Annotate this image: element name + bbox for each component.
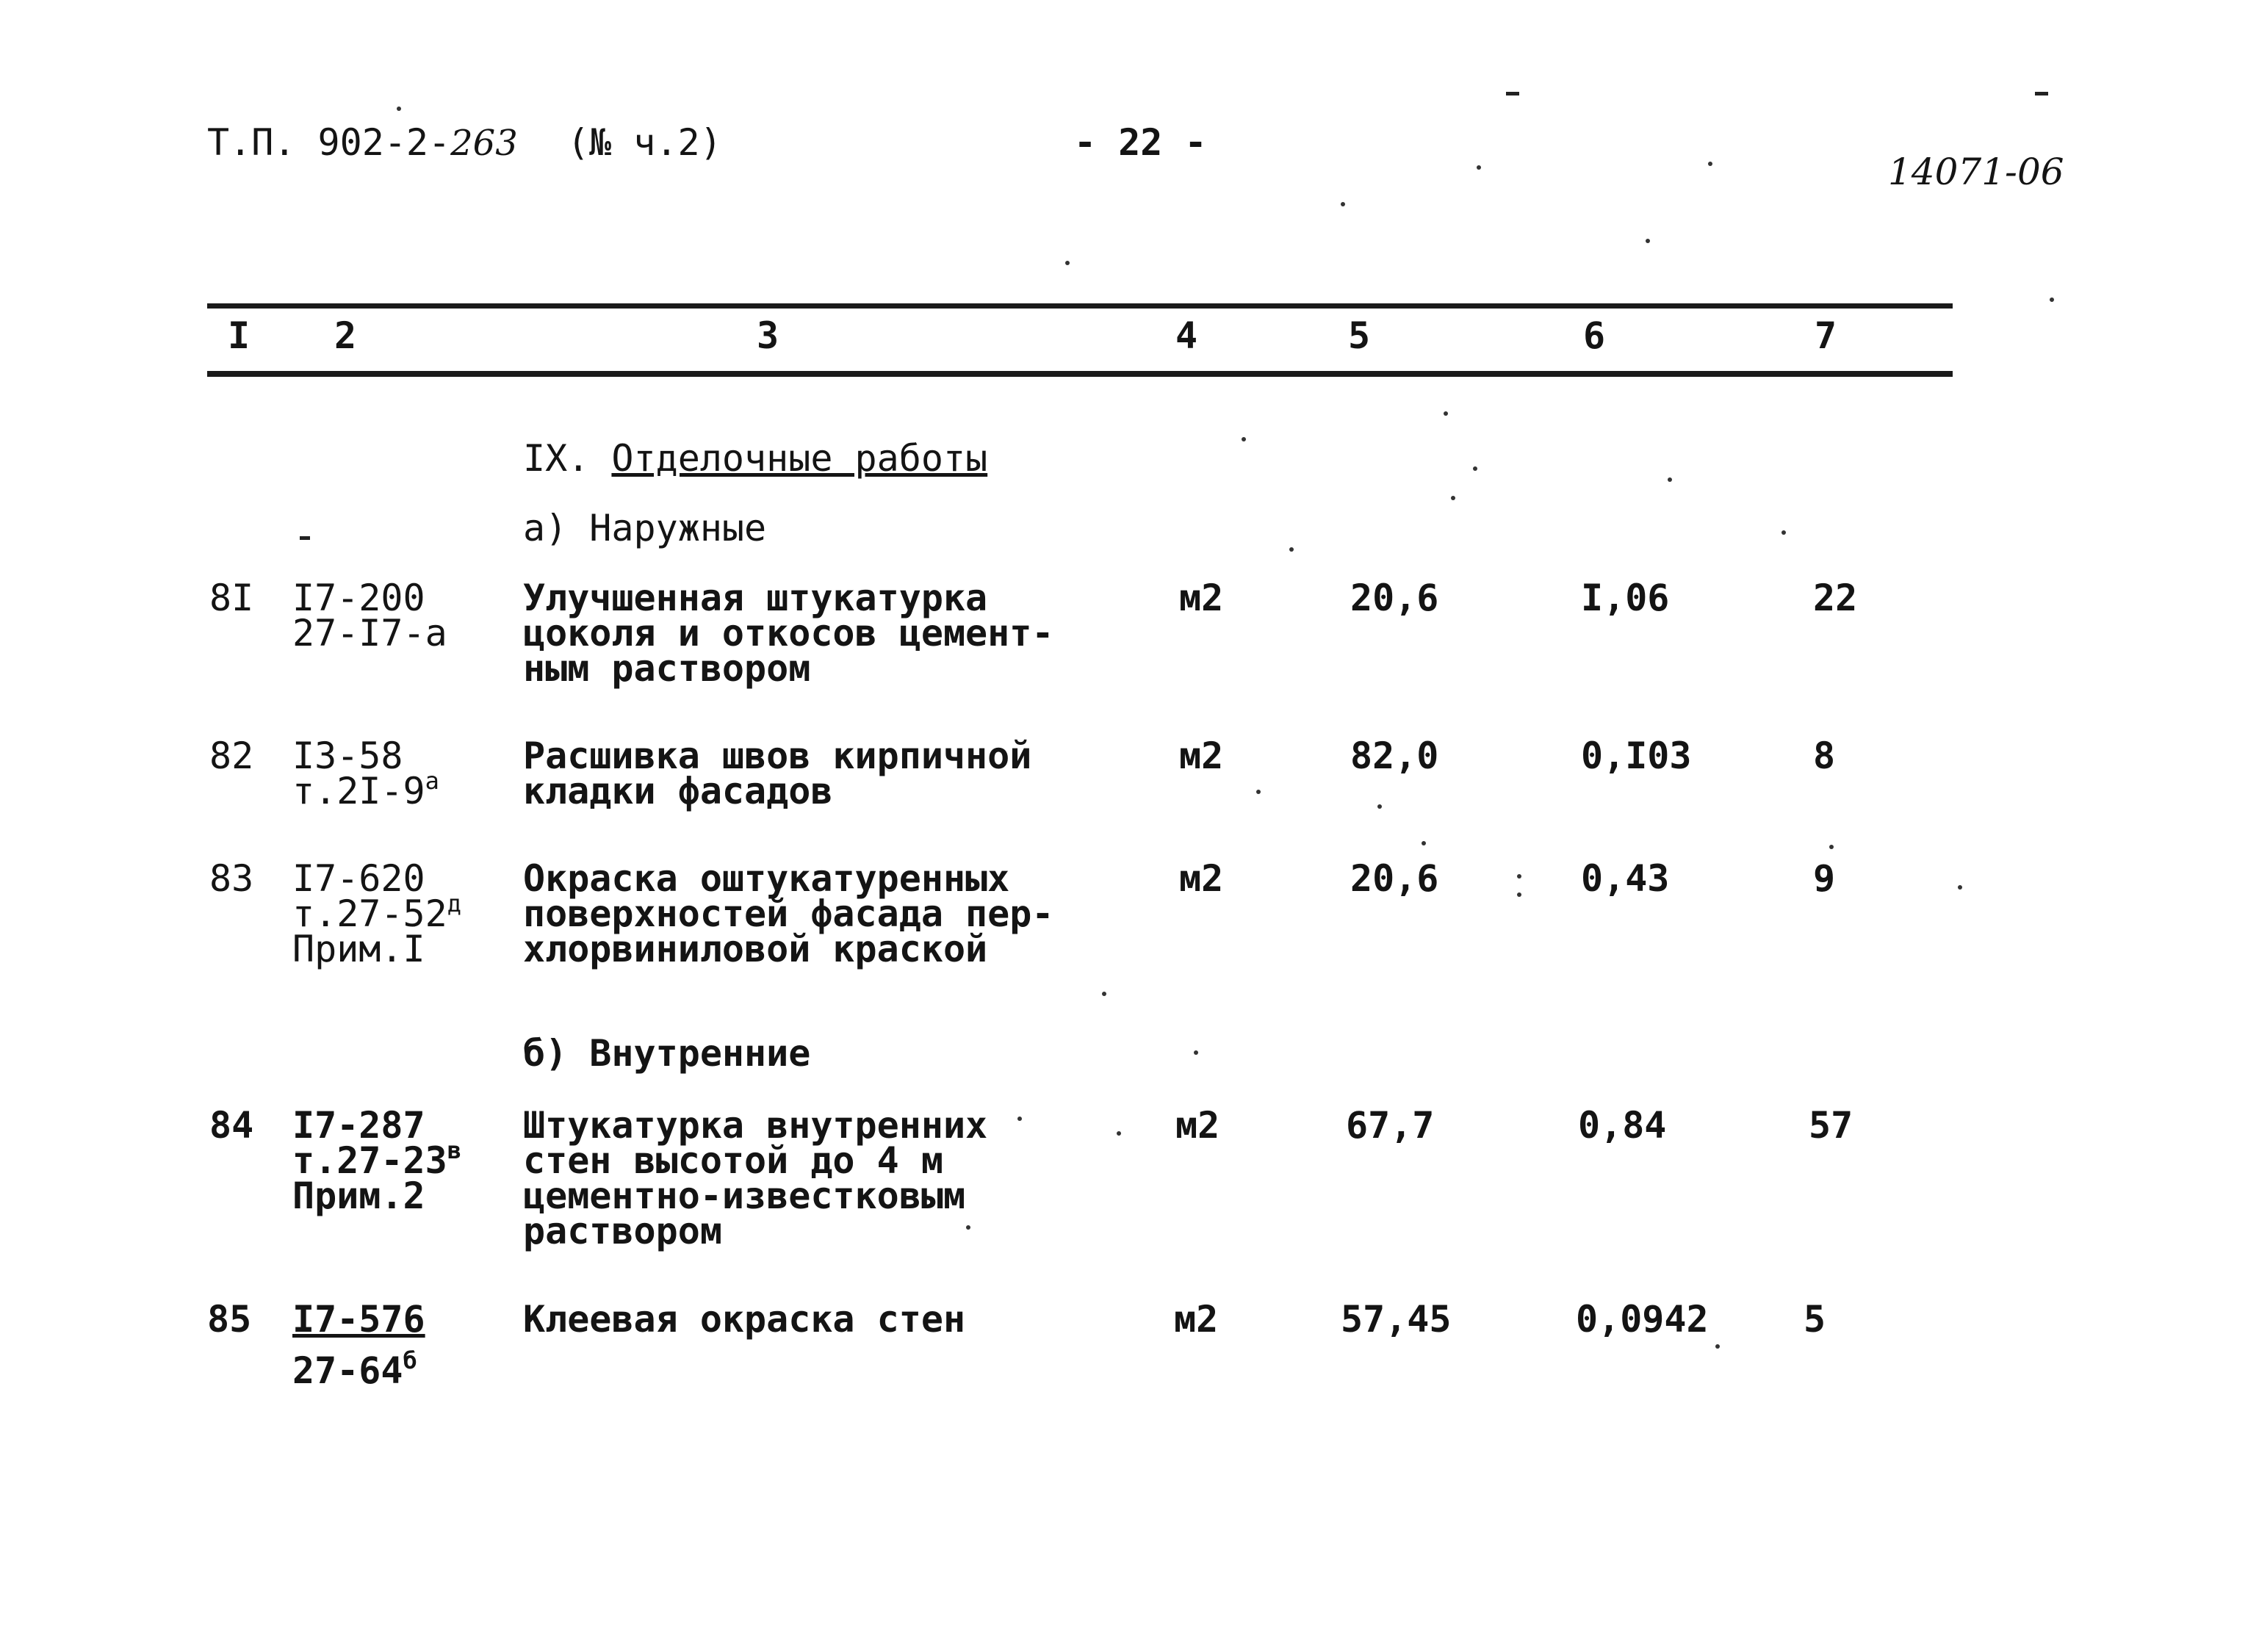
code-superscript: в: [447, 1136, 461, 1164]
scan-speck: [1473, 466, 1477, 471]
description-line: цементно-известковым: [523, 1175, 966, 1217]
code-superscript: д: [447, 890, 461, 917]
description-line: хлорвиниловой краской: [523, 928, 988, 970]
unit: м2: [1175, 1104, 1220, 1147]
column-header-6: 6: [1583, 314, 1606, 357]
code-line: Прим.I: [292, 928, 425, 970]
description-line: ным раствором: [523, 647, 811, 690]
column-header-2: 2: [334, 314, 357, 357]
rate: 0,0942: [1576, 1298, 1709, 1341]
description-line: раствором: [523, 1210, 722, 1252]
scan-speck: [1444, 411, 1448, 416]
code-line-text: 27-64: [292, 1349, 403, 1392]
scan-speck: [397, 107, 401, 111]
code-line: 27-I7-а: [292, 612, 447, 654]
column-header-4: 4: [1175, 314, 1198, 357]
document-part: (№ ч.2): [567, 121, 722, 164]
column-header-7: 7: [1815, 314, 1837, 357]
unit: м2: [1174, 1298, 1219, 1341]
scan-speck: [1194, 1050, 1198, 1055]
code-line: I7-200: [292, 577, 425, 619]
code-line-text: т.27-23: [292, 1139, 447, 1182]
scan-speck: [1102, 992, 1106, 996]
quantity: 57,45: [1341, 1298, 1452, 1341]
code-line: [292, 767, 439, 813]
total: 22: [1813, 577, 1858, 619]
description-line: Окраска оштукатуренных: [523, 857, 1010, 900]
table-top-rule: [207, 303, 1953, 309]
description-line: Клеевая окраска стен: [523, 1298, 966, 1341]
scan-speck: [1017, 1117, 1022, 1121]
scan-speck: [1242, 437, 1246, 441]
code-line: I7-287: [292, 1104, 425, 1147]
quantity: 20,6: [1350, 577, 1439, 619]
table-header-bottom-rule: [207, 371, 1953, 377]
scan-speck: [966, 1225, 970, 1230]
scan-speck: [1422, 841, 1426, 845]
rate: 0,43: [1581, 857, 1670, 900]
code-line: [292, 1346, 417, 1393]
unit: м2: [1179, 735, 1224, 777]
scan-speck: [1715, 1344, 1720, 1349]
description-line: поверхностей фасада пер-: [523, 892, 1054, 935]
column-header-3: 3: [757, 314, 779, 357]
scan-speck: [1256, 790, 1261, 794]
total: 5: [1804, 1298, 1826, 1341]
scan-speck: [1477, 165, 1481, 170]
scan-speck: [1517, 874, 1521, 879]
row-number: 82: [209, 735, 254, 777]
scan-speck: [1065, 261, 1070, 265]
scan-speck: [1341, 202, 1345, 206]
group-label-external: а) Наружные: [523, 507, 767, 549]
quantity: 82,0: [1350, 735, 1439, 777]
doc-ref-typed: Т.П. 902-2-: [207, 121, 451, 164]
row-number: 83: [209, 857, 254, 900]
scan-speck: [1708, 162, 1712, 166]
code-superscript: б: [403, 1346, 417, 1374]
scan-speck: [1451, 496, 1455, 500]
section-title: Отделочные работы: [611, 437, 988, 480]
section-number: IX.: [523, 437, 590, 480]
code-line: I3-58: [292, 735, 403, 777]
quantity: 20,6: [1350, 857, 1439, 900]
scan-speck: [1646, 239, 1650, 243]
scan-speck: [1377, 804, 1382, 809]
row-number: 8I: [209, 577, 254, 619]
description-line: Улучшенная штукатурка: [523, 577, 988, 619]
description-line: Штукатурка внутренних: [523, 1104, 988, 1147]
unit: м2: [1179, 577, 1224, 619]
scan-speck: [300, 536, 310, 540]
description-line: стен высотой до 4 м: [523, 1139, 943, 1182]
scan-speck: [1958, 885, 1962, 890]
column-header-1: I: [228, 314, 251, 357]
quantity: 67,7: [1346, 1104, 1435, 1147]
total: 8: [1813, 735, 1836, 777]
column-header-5: 5: [1348, 314, 1371, 357]
scan-speck: [1781, 530, 1786, 535]
row-number: 84: [209, 1104, 254, 1147]
description-line: цоколя и откосов цемент-: [523, 612, 1054, 654]
row-number: 85: [207, 1298, 252, 1341]
code-line-text: т.2I-9: [292, 770, 425, 812]
rate: 0,I03: [1581, 735, 1692, 777]
unit: м2: [1179, 857, 1224, 900]
total: 57: [1809, 1104, 1853, 1147]
section-heading: [523, 437, 987, 480]
code-line-text: т.27-52: [292, 892, 447, 935]
rate: I,06: [1581, 577, 1670, 619]
scan-speck: [1506, 92, 1519, 95]
code-line: I7-576: [292, 1298, 425, 1341]
scan-speck: [1289, 547, 1294, 552]
total: 9: [1813, 857, 1836, 900]
description-line: Расшивка швов кирпичной: [523, 735, 1032, 777]
scan-speck: [2035, 92, 2048, 95]
archive-number: 14071-06: [1888, 151, 2064, 193]
code-superscript: а: [425, 767, 439, 795]
scan-speck: [1117, 1131, 1121, 1136]
scan-speck: [1517, 892, 1521, 897]
rate: 0,84: [1578, 1104, 1667, 1147]
scan-speck: [1829, 845, 1834, 849]
document-reference: [207, 121, 518, 164]
doc-ref-handwritten: 263: [450, 123, 518, 164]
group-label-internal: б) Внутренние: [523, 1032, 811, 1075]
page-number: - 22 -: [1074, 121, 1207, 164]
scan-speck: [2050, 297, 2054, 302]
code-line: I7-620: [292, 857, 425, 900]
scan-speck: [1668, 477, 1672, 482]
code-line: Прим.2: [292, 1175, 425, 1217]
description-line: кладки фасадов: [523, 770, 833, 812]
